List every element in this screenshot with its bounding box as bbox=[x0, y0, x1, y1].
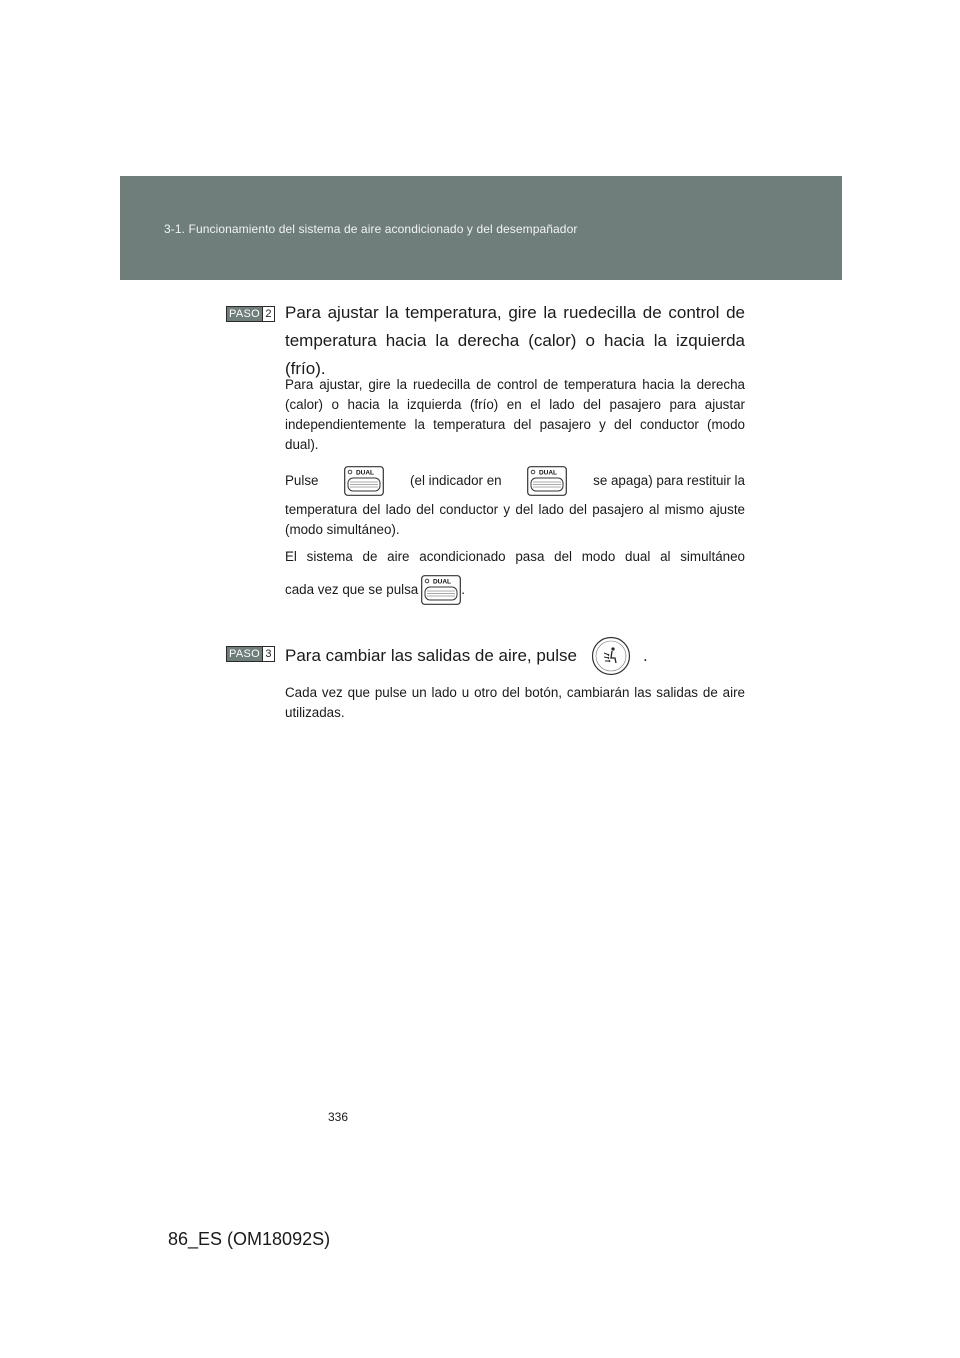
svg-text:DUAL: DUAL bbox=[539, 469, 558, 477]
step-3-heading bbox=[285, 636, 648, 676]
svg-text:DUAL: DUAL bbox=[356, 469, 375, 477]
period-text: . bbox=[642, 646, 648, 665]
dual-mode-text: El sistema de aire acondicionado pasa del modo dual al simultáneo bbox=[285, 549, 745, 564]
step-badge-2 bbox=[226, 306, 275, 322]
step-2-heading-line-1: Para ajustar la temperatura, gire la ruedecilla de control de bbox=[285, 303, 745, 322]
restore-text: se apaga) para restituir la bbox=[593, 473, 745, 488]
dual-button-icon bbox=[344, 466, 384, 496]
step-3-heading-text: Para cambiar las salidas de aire, pulse bbox=[285, 646, 577, 665]
section-header bbox=[120, 176, 842, 280]
step-2-heading-line-2: temperatura hacia la derecha (calor) o hacia la izquierda bbox=[285, 331, 745, 350]
step-badge-label: PASO bbox=[229, 648, 260, 660]
step-2-heading bbox=[285, 299, 745, 383]
step-2-paragraph-2 bbox=[285, 464, 745, 540]
step-3-paragraph: Cada vez que pulse un lado u otro del botón, cambiarán las salidas de aire utilizadas. bbox=[285, 685, 745, 720]
press-text: cada vez que se pulsa bbox=[285, 582, 419, 597]
period-text: . bbox=[461, 582, 465, 597]
svg-text:DUAL: DUAL bbox=[433, 578, 452, 586]
airflow-mode-button-icon bbox=[591, 636, 631, 676]
step-badge-label: PASO bbox=[229, 308, 260, 320]
step-badge-3 bbox=[226, 646, 275, 662]
pulse-text: Pulse bbox=[285, 473, 319, 488]
step-2-paragraph-3 bbox=[285, 547, 745, 607]
dual-button-icon bbox=[527, 466, 567, 496]
restore-description: temperatura del lado del conductor y del lado del pasajero al mismo ajuste (modo simultáneo). bbox=[285, 502, 745, 537]
indicator-text: (el indicador en bbox=[410, 473, 502, 488]
document-code: 86_ES (OM18092S) bbox=[168, 1229, 331, 1249]
dual-button-icon bbox=[421, 575, 461, 605]
step-badge-number: 3 bbox=[262, 647, 274, 661]
step-2-heading-line-3: (frío). bbox=[285, 359, 326, 378]
section-title: 3-1. Funcionamiento del sistema de aire acondicionado y del desempañador bbox=[164, 222, 578, 236]
step-2-paragraph-1: Para ajustar, gire la ruedecilla de control de temperatura hacia la derecha (calor) o hacia la izquierda (frío) en el lado del pasajero para ajustar independientemente la temperatura del pasajero y del conductor (modo dual). bbox=[285, 377, 745, 452]
page-number: 336 bbox=[328, 1110, 349, 1124]
step-badge-number: 2 bbox=[262, 307, 274, 321]
